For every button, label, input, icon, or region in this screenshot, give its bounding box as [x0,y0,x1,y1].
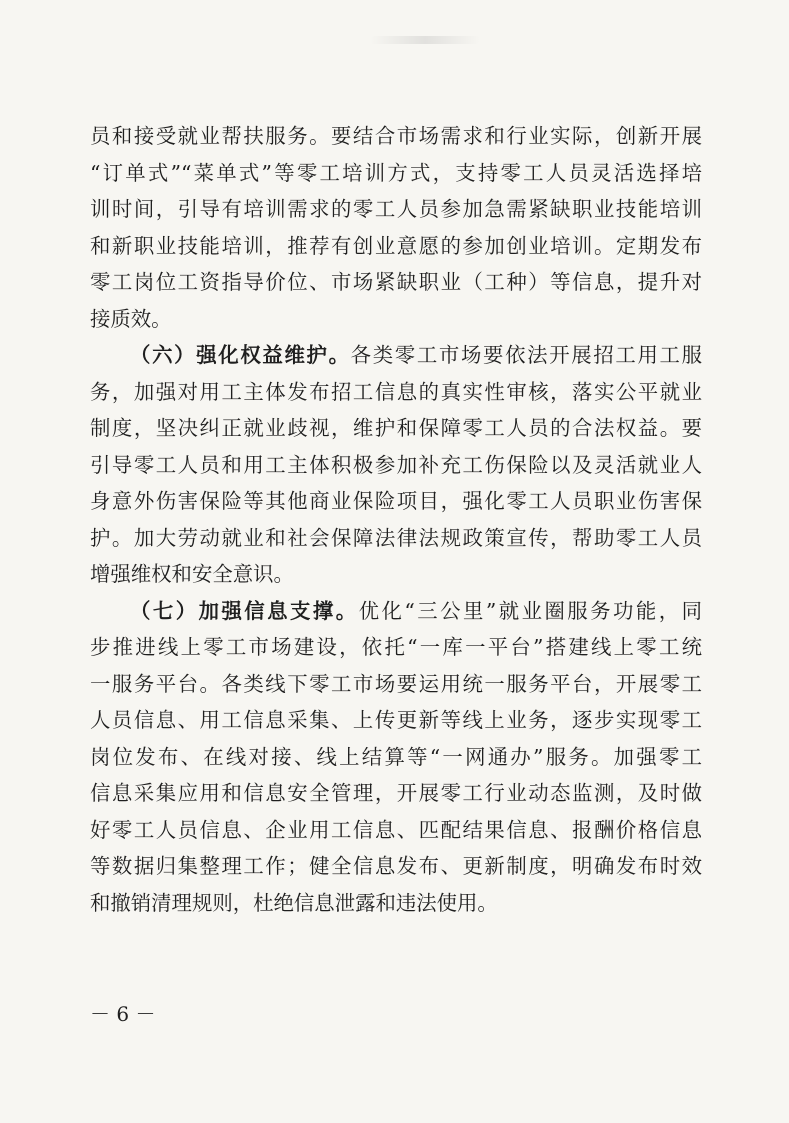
p3-line-4: 岗位发布、在线对接、线上结算等“一网通办”服务。加强零工 [90,744,702,769]
p2-line-3: 引导零工人员和用工主体积极参加补充工伤保险以及灵活就业人 [90,452,702,477]
p3-line-1: 步推进线上零工市场建设，依托“一库一平台”搭建线上零工统 [90,635,702,659]
scan-artifact [370,36,480,44]
p2-line-1: 务，加强对用工主体发布招工信息的真实性审核，落实公平就业 [90,379,702,404]
p2-line-6: 增强维权和安全意识。 [90,562,294,586]
p2-line-5: 护。加大劳动就业和社会保障法律法规政策宣传，帮助零工人员 [90,525,702,550]
p3-first-line [90,593,702,630]
p1-line-6: 接质效。 [90,306,172,331]
p1-line-4: 和新职业技能培训，推荐有创业意愿的参加创业培训。定期发布 [90,233,702,258]
document-body [90,118,702,921]
p1-line-5: 零工岗位工资指导价位、市场紧缺职业（工种）等信息，提升对 [90,270,702,294]
p3-line-3: 人员信息、用工信息采集、上传更新等线上业务，逐步实现零工 [90,708,702,732]
p2-line-4: 身意外伤害保险等其他商业保险项目，强化零工人员职业伤害保 [90,489,702,513]
p1-line-3: 训时间，引导有培训需求的零工人员参加急需紧缺职业技能培训 [90,197,702,221]
section-heading-6: （六）强化权益维护。 [130,343,351,367]
p1-line-1: 员和接受就业帮扶服务。要结合市场需求和行业实际，创新开展 [90,124,702,148]
p3-line-6: 好零工人员信息、企业用工信息、匹配结果信息、报酬价格信息 [90,817,702,842]
p2-first-line-text: 各类零工市场要依法开展招工用工服 [350,343,702,367]
p3-line-7: 等数据归集整理工作；健全信息发布、更新制度，明确发布时效 [90,854,702,878]
p3-line-5: 信息采集应用和信息安全管理，开展零工行业动态监测，及时做 [90,781,702,805]
p3-first-line-text: 优化“三公里”就业圈服务功能，同 [358,598,702,623]
p2-first-line [90,337,702,374]
p2-line-2: 制度，坚决纠正就业歧视，维护和保障零工人员的合法权益。要 [90,416,702,440]
section-heading-7: （七）加强信息支撑。 [130,598,359,623]
p3-line-2: 一服务平台。各类线下零工市场要运用统一服务平台，开展零工 [90,671,702,696]
p1-line-2: “订单式”“菜单式”等零工培训方式，支持零工人员灵活选择培 [90,160,702,185]
page-number: － 6 － [90,1002,156,1026]
p3-line-8: 和撤销清理规则，杜绝信息泄露和违法使用。 [90,890,498,915]
